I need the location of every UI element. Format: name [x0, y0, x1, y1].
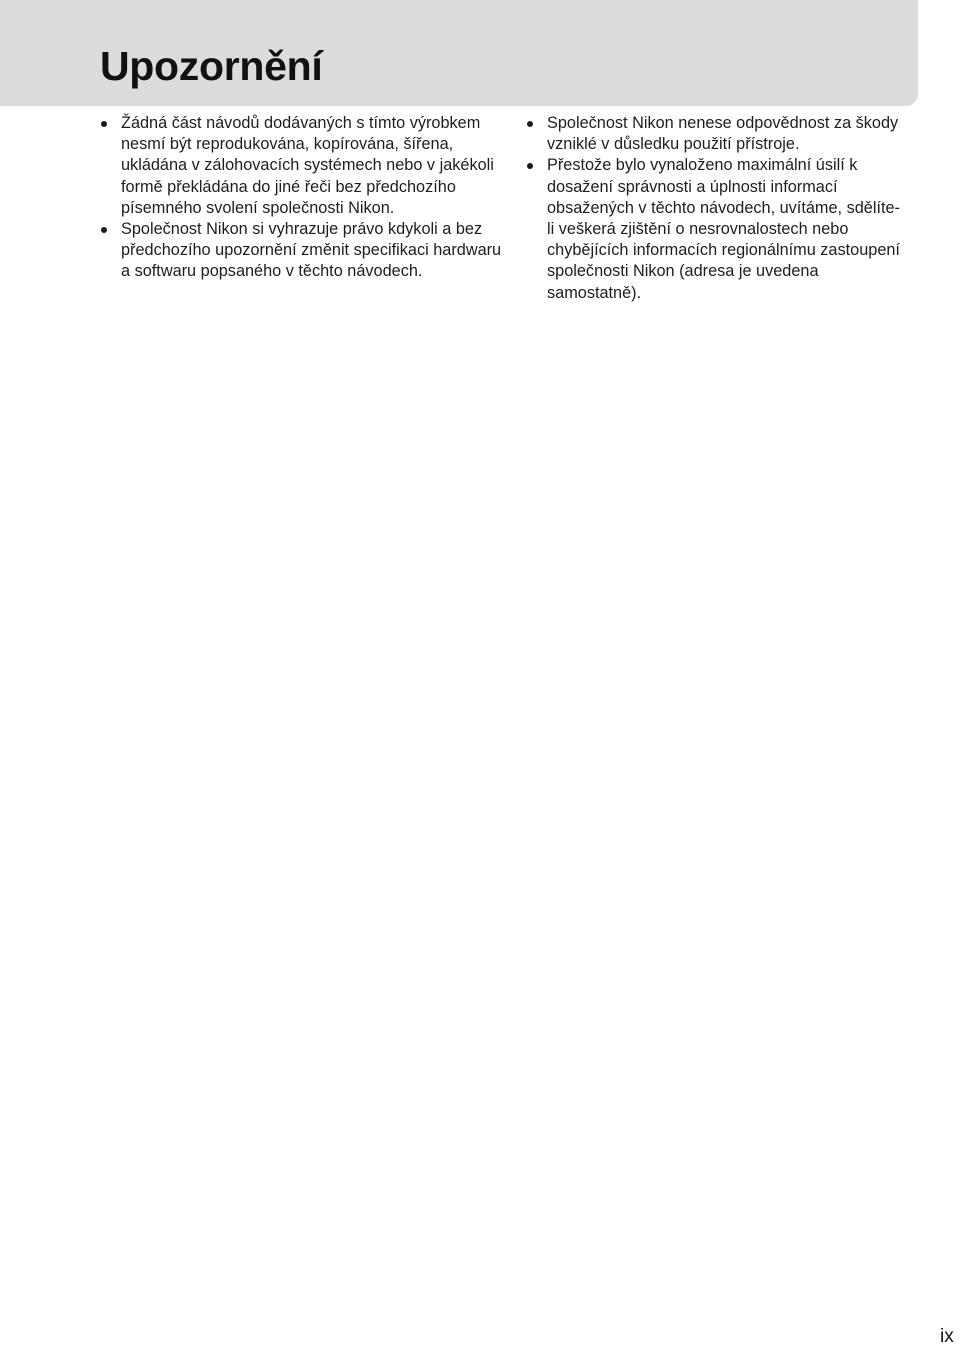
notice-text: Společnost Nikon si vyhrazuje právo kdykoli a bez předchozího upozornění změnit specifikaci hardwaru a softwaru popsaného v těchto návodech. [121, 220, 502, 281]
bullet-icon [101, 121, 107, 127]
bullet-icon [527, 121, 533, 127]
notice-list-right [547, 113, 907, 304]
list-item [547, 113, 907, 155]
notice-list-left [121, 113, 511, 283]
list-item [547, 155, 907, 303]
notice-text: Přestože bylo vynaloženo maximální úsilí k dosažení správnosti a úplnosti informací obsažených v těchto návodech, uvítáme, sdělíte-li veškerá zjištění o nesrovnalostech nebo chybějících informacích regionálnímu zastoupení společnosti Nikon (adresa je uvedena samostatně). [547, 156, 900, 302]
page-number: ix [940, 1326, 954, 1347]
bullet-icon [527, 163, 533, 169]
notice-text: Žádná část návodů dodávaných s tímto výrobkem nesmí být reprodukována, kopírována, šířena, ukládána v zálohovacích systémech nebo v jakékoli formě překládána do jiné řeči bez předchozího písemného svolení společnosti Nikon. [121, 114, 494, 217]
page-title: Upozornění [100, 43, 323, 89]
list-item [121, 113, 511, 219]
list-item [121, 219, 511, 283]
bullet-icon [101, 227, 107, 233]
notice-text: Společnost Nikon nenese odpovědnost za škody vzniklé v důsledku použití přístroje. [547, 114, 899, 154]
